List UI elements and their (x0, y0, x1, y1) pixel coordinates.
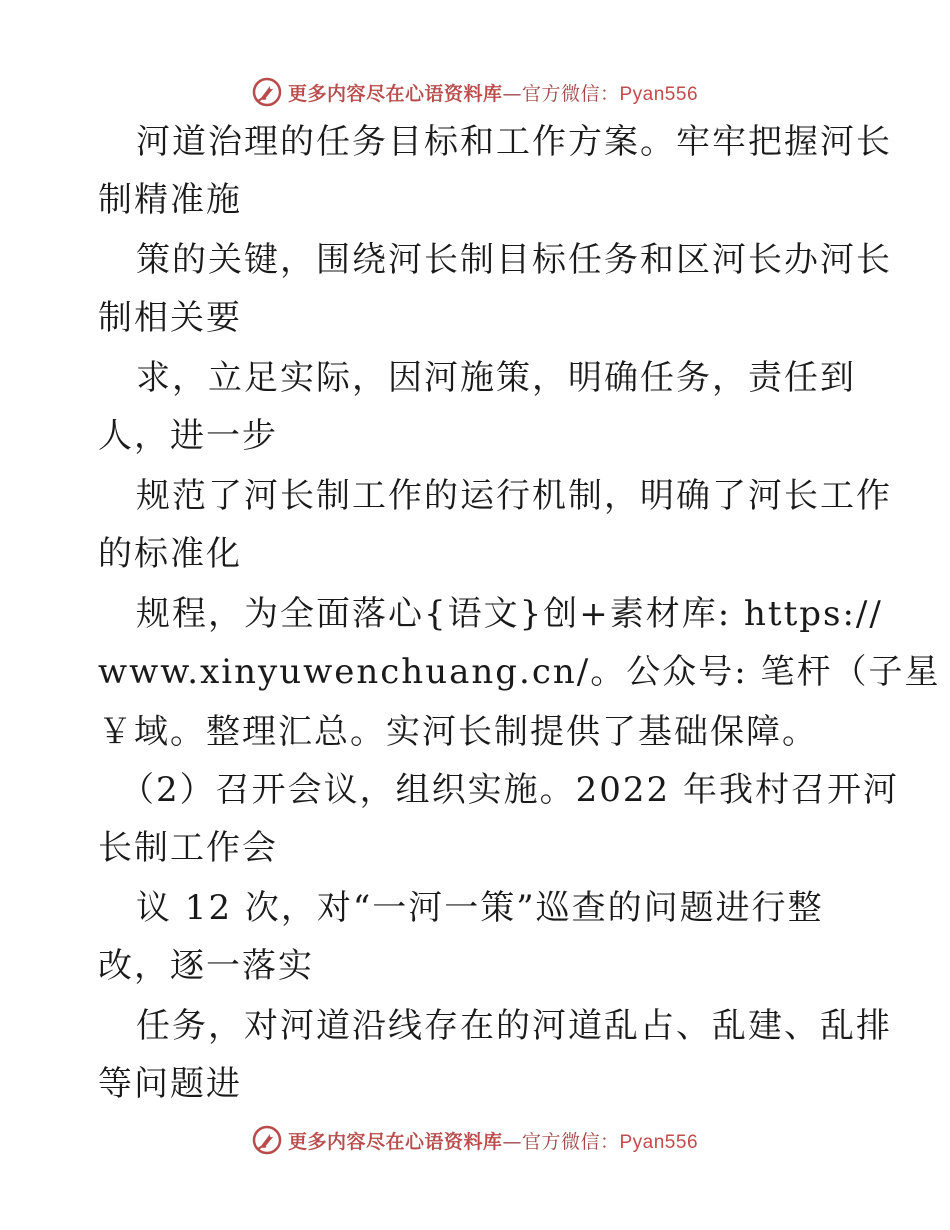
body-line: 的标准化 (98, 534, 242, 574)
body-line: 制相关要 (98, 298, 242, 338)
header-banner-wechat: 官方微信： (521, 82, 620, 105)
footer-banner (0, 1120, 950, 1160)
body-line: 河道治理的任务目标和工作方案。牢牢把握河长 (136, 122, 892, 162)
body-line: 等问题进 (98, 1064, 242, 1104)
footer-banner-wechat: 官方微信： (521, 1130, 620, 1153)
pen-nib-logo-icon (252, 77, 282, 107)
body-line: 制精准施 (98, 180, 242, 220)
body-line: （2）召开会议，组织实施。2022 年我村召开河 (120, 770, 899, 810)
body-line: www.xinyuwenchuang.cn/。公众号: 笔杆（子星 (98, 652, 941, 692)
footer-banner-dash: — (502, 1130, 522, 1153)
header-banner-dash: — (502, 82, 522, 105)
body-line: 任务，对河道沿线存在的河道乱占、乱建、乱排 (136, 1006, 892, 1046)
body-line: 规范了河长制工作的运行机制，明确了河长工作 (136, 476, 892, 516)
body-line: 规程，为全面落心{语文}创+素材库: https:// (136, 594, 883, 634)
body-line: 议 12 次，对“一河一策”巡查的问题进行整 (136, 888, 824, 928)
body-line: 求，立足实际，因河施策，明确任务，责任到 (136, 358, 856, 398)
body-line: ￥域。整理汇总。实河长制提供了基础保障。 (98, 712, 818, 752)
header-banner-main: 更多内容尽在心语资料库 (287, 82, 503, 105)
header-banner (0, 72, 950, 112)
body-line: 策的关键，围绕河长制目标任务和区河长办河长 (136, 240, 892, 280)
footer-banner-text (288, 1127, 698, 1154)
body-line: 改，逐一落实 (98, 946, 314, 986)
pen-nib-logo-icon (252, 1125, 282, 1155)
body-line: 人，进一步 (98, 416, 278, 456)
header-banner-text (288, 79, 698, 106)
body-line: 长制工作会 (98, 828, 278, 868)
footer-banner-main: 更多内容尽在心语资料库 (287, 1130, 503, 1153)
header-banner-id: Pyan556 (619, 83, 699, 105)
footer-banner-id: Pyan556 (619, 1131, 699, 1153)
